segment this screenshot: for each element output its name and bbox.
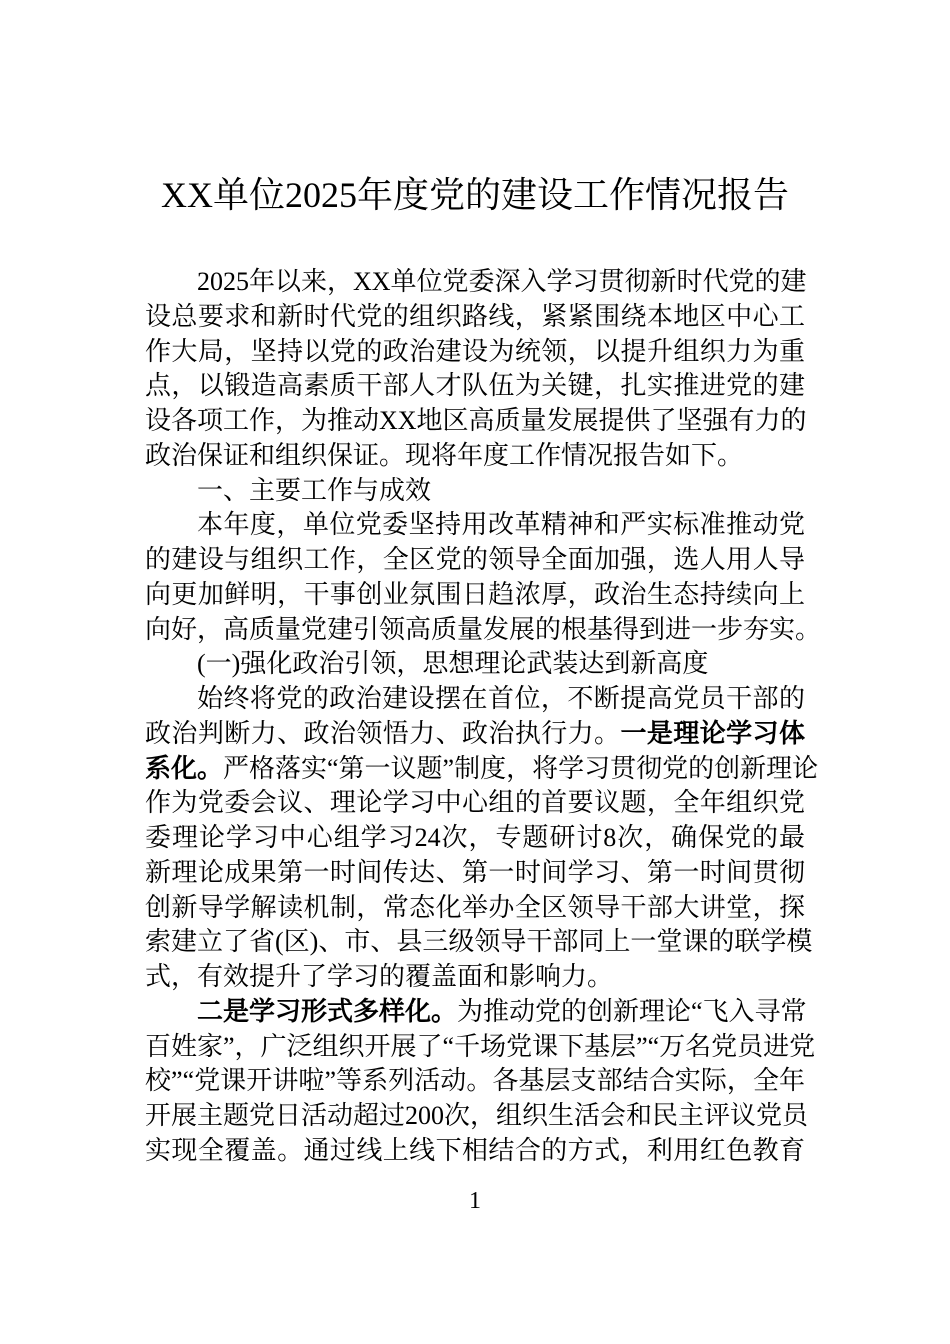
text-segment: 的建设与组织工作，全区党的领导全面加强，选人用人导 (145, 545, 805, 574)
page-number: 1 (469, 1188, 481, 1214)
text-line (145, 578, 805, 613)
text-line (145, 1134, 805, 1169)
bold-text: 系化。 (145, 753, 224, 783)
text-segment: 开展主题党日活动超过200次，组织生活会和民主评议党员 (145, 1101, 809, 1130)
text-segment: 为推动党的创新理论“飞入寻常 (457, 996, 807, 1026)
text-line (145, 613, 822, 648)
text-segment: 始终将党的政治建设摆在首位，不断提高党员干部的 (197, 684, 805, 713)
text-segment: 设总要求和新时代党的组织路线，紧紧围绕本地区中心工 (145, 301, 805, 331)
text-line (145, 508, 805, 543)
text-line (145, 1064, 805, 1099)
text-segment: (一)强化政治引领，思想理论武装达到新高度 (197, 649, 709, 679)
text-line (145, 891, 805, 926)
text-line (145, 543, 805, 578)
text-line (145, 995, 805, 1030)
text-line (145, 369, 805, 404)
text-line (145, 1099, 809, 1134)
text-segment: 2025年以来，XX单位党委深入学习贯彻新时代党的建 (197, 267, 807, 296)
text-line (145, 439, 805, 474)
text-segment: 百姓家”，广泛组织开展了“千场党课下基层”“万名党员进党 (145, 1031, 816, 1061)
text-line (145, 474, 805, 509)
text-segment: 式，有效提升了学习的覆盖面和影响力。 (145, 962, 614, 991)
bold-text: 一是理论学习体 (620, 718, 805, 748)
text-line (145, 647, 805, 682)
text-segment: 实现全覆盖。通过线上线下相结合的方式，利用红色教育 (145, 1135, 805, 1165)
text-line (145, 682, 805, 717)
text-segment: 严格落实“第一议题”制度，将学习贯彻党的创新理论 (223, 753, 819, 783)
text-segment: 索建立了省(区)、市、县三级领导干部同上一堂课的联学模 (145, 927, 813, 957)
document-title: XX单位2025年度党的建设工作情况报告 (161, 175, 789, 215)
text-line (145, 856, 805, 891)
text-line (145, 335, 805, 370)
bold-text: 二是学习形式多样化。 (197, 996, 458, 1026)
document-body (145, 265, 822, 1169)
text-segment: 校”“党课开讲啦”等系列活动。各基层支部结合实际，全年 (145, 1066, 805, 1096)
text-segment: 一、主要工作与成效 (197, 475, 432, 505)
text-segment: 本年度，单位党委坚持用改革精神和严实标准推动党 (197, 510, 805, 540)
text-segment: 作为党委会议、理论学习中心组的首要议题，全年组织党 (145, 788, 805, 818)
text-segment: 政治保证和组织保证。现将年度工作情况报告如下。 (145, 440, 744, 470)
text-segment: 作大局，坚持以党的政治建设为统领，以提升组织力为重 (145, 336, 805, 366)
text-line (145, 925, 813, 960)
text-line (145, 960, 805, 995)
text-segment: 创新导学解读机制，常态化举办全区领导干部大讲堂，探 (145, 892, 805, 922)
text-segment: 委理论学习中心组学习24次，专题研讨8次，确保党的最 (145, 823, 805, 852)
text-segment: 政治判断力、政治领悟力、政治执行力。 (145, 718, 621, 748)
text-line (145, 786, 805, 821)
text-line (145, 300, 805, 335)
text-segment: 新理论成果第一时间传达、第一时间学习、第一时间贯彻 (145, 857, 805, 887)
text-line (145, 265, 805, 300)
text-line (145, 1030, 816, 1065)
text-line (145, 821, 805, 856)
text-line (145, 717, 805, 752)
text-segment: 向更加鲜明，干事创业氛围日趋浓厚，政治生态持续向上 (145, 579, 805, 609)
text-segment: 向好，高质量党建引领高质量发展的根基得到进一步夯实。 (145, 614, 822, 644)
text-line (145, 404, 805, 439)
text-segment: 设各项工作，为推动XX地区高质量发展提供了坚强有力的 (145, 406, 807, 435)
text-line (145, 752, 819, 787)
text-segment: 点，以锻造高素质干部人才队伍为关键，扎实推进党的建 (145, 371, 805, 401)
